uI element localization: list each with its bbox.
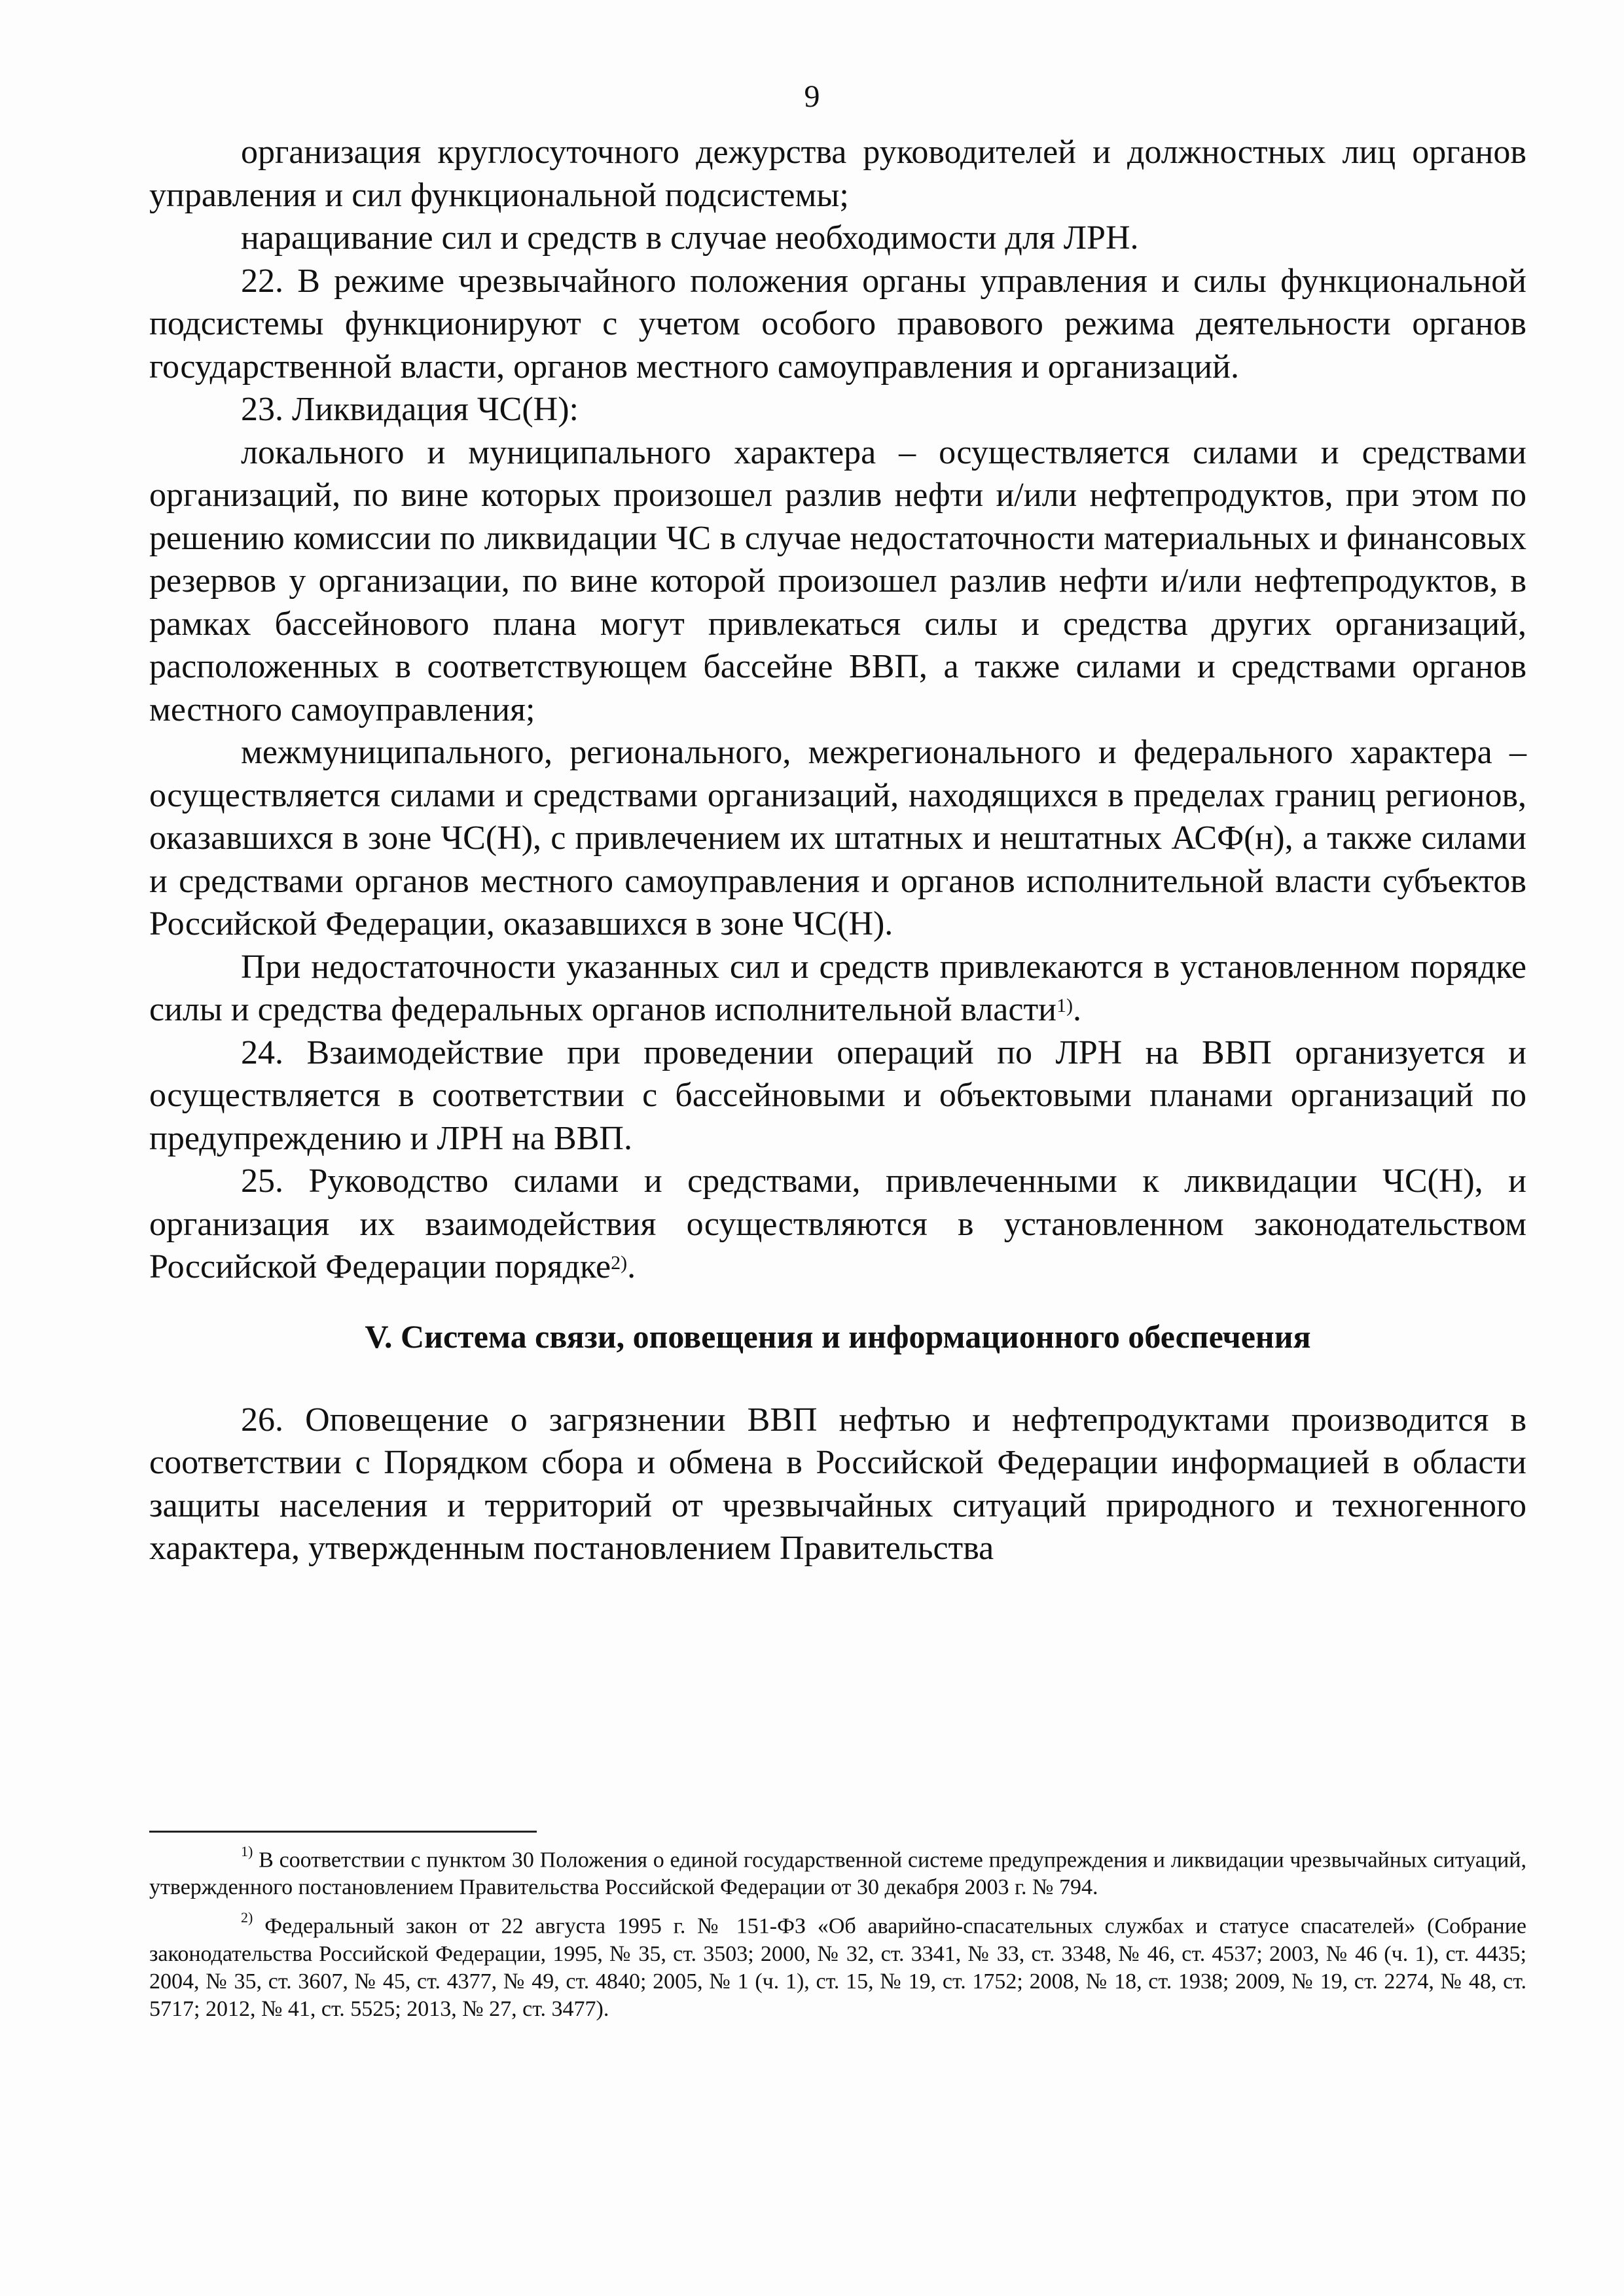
paragraph-23: 23. Ликвидация ЧС(Н):	[241, 391, 579, 428]
footnote-text: Федеральный закон от 22 августа 1995 г. № 151-ФЗ «Об аварийно-спасательных службах и статусе спасателей» (Собрание законодательства Российской Федерации, 1995, № 35, ст. 3503; 2000, № 32, ст. 3341, № 33, ст. 3348, № 46, ст. 4537; 2003, № 46 (ч. 1), ст. 4435; 2004, № 35, ст. 3607, № 45, ст. 4377, № 49, ст. 4840; 2005, № 1 (ч. 1), ст. 15, № 19, ст. 1752; 2008, № 18, ст. 1938; 2009, № 19, ст. 2274, № 48, ст. 5717; 2012, № 41, ст. 5525; 2013, № 27, ст. 3477).	[149, 1914, 1527, 2021]
footnote-1	[149, 1840, 1526, 1901]
page-number: 9	[804, 79, 820, 114]
paragraph-25	[149, 1160, 1526, 1289]
footnote-ref-2: 2)	[611, 1252, 628, 1274]
paragraph-intermunicipal-federal: межмуниципального, регионального, межрегионального и федерального характера – осуществляется силами и средствами организаций, находящихся в пределах границ регионов, оказавшихся в зоне ЧС(Н), с привлечением их штатных и нештатных АСФ(н), а также силами и средствами органов местного самоуправления и органов исполнительной власти субъектов Российской Федерации, оказавшихся в зоне ЧС(Н).	[149, 734, 1526, 942]
document-body	[149, 131, 1526, 1570]
paragraph-26: 26. Оповещение о загрязнении ВВП нефтью и нефтепродуктами производится в соответствии с Порядком сбора и обмена в Российской Федерации информацией в области защиты населения и территорий от чрезвычайных ситуаций природного и техногенного характера, утвержденным постановлением Правительства	[149, 1401, 1526, 1567]
footnote-text: В соответствии с пунктом 30 Положения о единой государственной системе предупреждения и ликвидации чрезвычайных ситуаций, утвержденного постановлением Правительства Российской Федерации от 30 декабря 2003 г. № 794.	[149, 1848, 1526, 1900]
paragraph-forces-buildup: наращивание сил и средств в случае необходимости для ЛРН.	[241, 219, 1139, 257]
section-heading: V. Система связи, оповещения и информационного обеспечения	[365, 1318, 1311, 1355]
footnote-separator	[149, 1831, 537, 1833]
paragraph-end: .	[627, 1248, 636, 1285]
paragraph-round-the-clock-duty: организация круглосуточного дежурства руководителей и должностных лиц органов управления и сил функциональной подсистемы;	[149, 134, 1526, 214]
footnote-ref-1: 1)	[1056, 995, 1073, 1016]
paragraph-text: При недостаточности указанных сил и средств привлекаются в установленном порядке силы и средства федеральных органов исполнительной власти	[149, 948, 1526, 1028]
paragraph-insufficient-forces	[149, 946, 1526, 1031]
footnote-mark: 2)	[241, 1909, 253, 1926]
paragraph-text: 25. Руководство силами и средствами, привлеченными к ликвидации ЧС(Н), и организация их взаимодействия осуществляются в установленном законодательством Российской Федерации порядке	[149, 1162, 1526, 1285]
footnotes	[149, 1840, 1526, 2028]
paragraph-22: 22. В режиме чрезвычайного положения органы управления и силы функциональной подсистемы функционируют с учетом особого правового режима деятельности органов государственной власти, органов местного самоуправления и организаций.	[149, 262, 1526, 386]
footnote-2	[149, 1907, 1526, 2022]
paragraph-end: .	[1073, 991, 1081, 1028]
paragraph-local-municipal: локального и муниципального характера – осуществляется силами и средствами организаций, по вине которых произошел разлив нефти и/или нефтепродуктов, при этом по решению комиссии по ликвидации ЧС в случае недостаточности материальных и финансовых резервов у организации, по вине которой произошел разлив нефти и/или нефтепродуктов, в рамках бассейнового плана могут привлекаться силы и средства других организаций, расположенных в соответствующем бассейне ВВП, а также силами и средствами органов местного самоуправления;	[149, 433, 1526, 728]
paragraph-24: 24. Взаимодействие при проведении операций по ЛРН на ВВП организуется и осуществляется в соответствии с бассейновыми и объектовыми планами организаций по предупреждению и ЛРН на ВВП.	[149, 1033, 1526, 1157]
footnote-mark: 1)	[241, 1843, 253, 1859]
